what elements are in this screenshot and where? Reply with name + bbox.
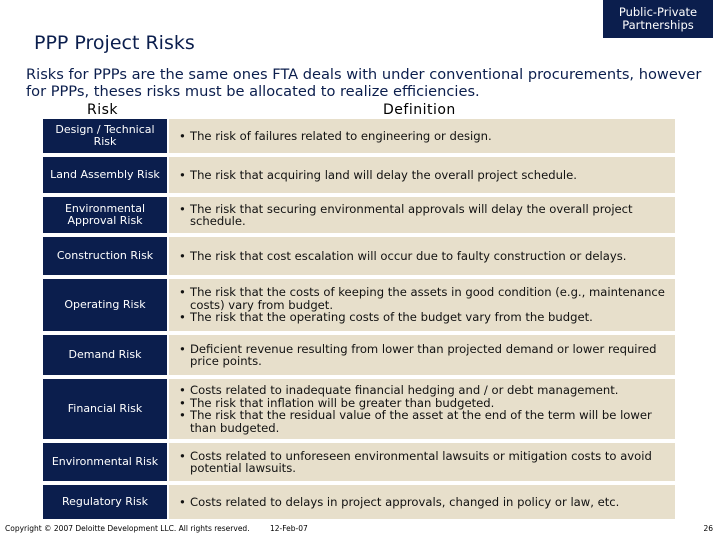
- table-row: [43, 443, 675, 481]
- bullet-item: [179, 130, 669, 143]
- table-row: [43, 237, 675, 275]
- bullet-item: [179, 203, 669, 228]
- risk-definition: [169, 335, 675, 375]
- table-row: [43, 335, 675, 375]
- bullet-icon: •: [179, 494, 186, 509]
- bullet-text: Costs related to unforeseen environmental lawsuits or mitigation costs to avoid potential lawsuits.: [190, 448, 652, 475]
- badge-line-2: Partnerships: [622, 18, 694, 32]
- footer-date: 12-Feb-07: [270, 524, 308, 533]
- bullet-icon: •: [179, 408, 186, 422]
- risk-name: Land Assembly Risk: [43, 157, 167, 193]
- bullet-icon: •: [179, 448, 186, 463]
- bullet-item: [179, 384, 669, 397]
- risk-name: Demand Risk: [43, 335, 167, 375]
- bullet-icon: •: [179, 248, 186, 263]
- risk-definition: [169, 197, 675, 233]
- risk-name: Construction Risk: [43, 237, 167, 275]
- bullet-icon: •: [179, 395, 186, 410]
- bullet-icon: •: [179, 128, 186, 143]
- bullet-text: Costs related to delays in project approvals, changed in policy or law, etc.: [190, 494, 620, 509]
- table-row: [43, 379, 675, 439]
- risk-name: Environmental Risk: [43, 443, 167, 481]
- table-row: [43, 197, 675, 233]
- risk-definition: [169, 237, 675, 275]
- bullet-icon: •: [179, 383, 186, 397]
- bullet-text: The risk that cost escalation will occur due to faulty construction or delays.: [190, 248, 627, 263]
- risk-name: Design / Technical Risk: [43, 119, 167, 153]
- bullet-text: The risk that inflation will be greater than budgeted.: [190, 395, 495, 410]
- bullet-text: The risk that securing environmental approvals will delay the overall project schedule.: [190, 201, 633, 228]
- bullet-item: [179, 343, 669, 368]
- bullet-text: The risk that acquiring land will delay the overall project schedule.: [190, 167, 577, 182]
- risk-definition: [169, 379, 675, 439]
- table-row: [43, 485, 675, 519]
- bullet-icon: •: [179, 167, 186, 182]
- intro-text: Risks for PPPs are the same ones FTA deals with under conventional procurements, however for PPPs, theses risks must be allocated to realize efficiencies.: [26, 66, 702, 100]
- bullet-icon: •: [179, 310, 186, 325]
- risk-name: Regulatory Risk: [43, 485, 167, 519]
- table-row: [43, 119, 675, 153]
- bullet-text: Deficient revenue resulting from lower than projected demand or lower required price points.: [190, 341, 657, 368]
- column-header-definition: Definition: [383, 102, 456, 118]
- table-row: [43, 279, 675, 331]
- risk-definition: [169, 443, 675, 481]
- column-header-risk: Risk: [87, 102, 119, 118]
- risk-name: Operating Risk: [43, 279, 167, 331]
- page-title: PPP Project Risks: [34, 32, 195, 54]
- risk-definition: [169, 485, 675, 519]
- bullet-icon: •: [179, 341, 186, 356]
- bullet-item: [179, 496, 669, 509]
- risk-definition: [169, 157, 675, 193]
- bullet-icon: •: [179, 201, 186, 216]
- bullet-item: [179, 450, 669, 475]
- section-badge: [603, 0, 713, 38]
- risk-name: Environmental Approval Risk: [43, 197, 167, 233]
- badge-line-1: Public-Private: [618, 5, 698, 19]
- bullet-item: [179, 169, 669, 182]
- page-number: 26: [703, 524, 713, 533]
- bullet-item: [179, 250, 669, 263]
- bullet-item: [179, 311, 669, 324]
- table-row: [43, 157, 675, 193]
- bullet-item: [179, 409, 669, 434]
- bullet-text: The risk that the costs of keeping the assets in good condition (e.g., maintenance costs) vary from budget.: [190, 285, 665, 312]
- risk-definition: [169, 119, 675, 153]
- risk-name: Financial Risk: [43, 379, 167, 439]
- bullet-icon: •: [179, 285, 186, 300]
- bullet-text: The risk of failures related to engineering or design.: [190, 128, 492, 143]
- risk-definition: [169, 279, 675, 331]
- bullet-text: Costs related to inadequate financial hedging and / or debt management.: [190, 383, 619, 397]
- footer-copyright: Copyright © 2007 Deloitte Development LLC. All rights reserved.: [5, 524, 250, 533]
- bullet-item: [179, 286, 669, 311]
- bullet-text: The risk that the operating costs of the budget vary from the budget.: [190, 310, 593, 325]
- bullet-text: The risk that the residual value of the asset at the end of the term will be lower than budgeted.: [190, 408, 652, 435]
